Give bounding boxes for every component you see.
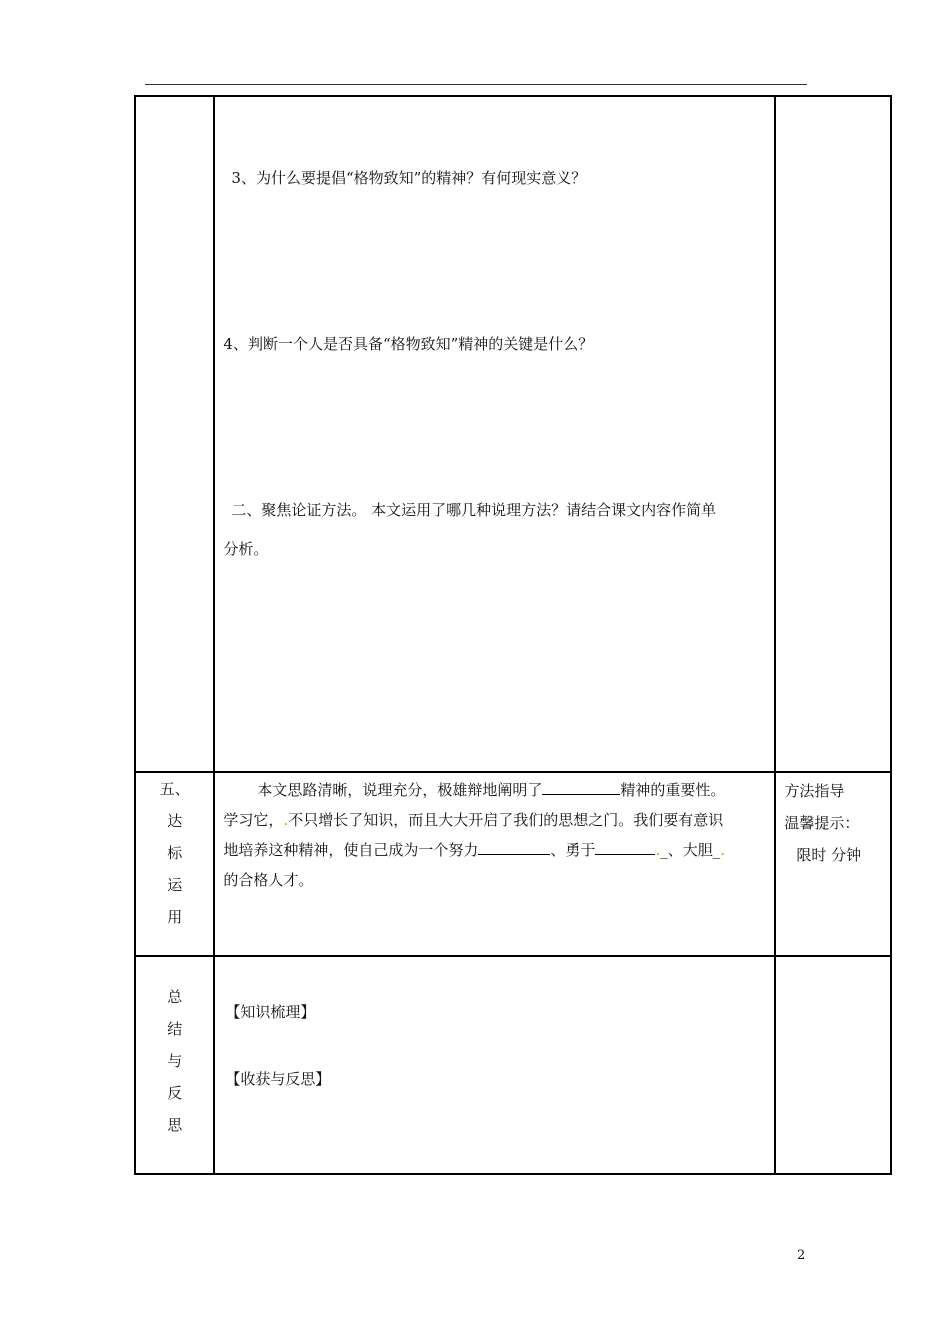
practice-text-f: 、勇于 (550, 841, 596, 859)
reflection-heading: 【收获与反思】 (225, 1070, 331, 1088)
practice-text-h: 的合格人才。 (223, 871, 314, 889)
practice-text-d: 不只增长了知识，而且大大开启了我们的思想之门。我们要有意识 (288, 811, 724, 829)
practice-label-char: 五、 (159, 780, 190, 798)
tip-subtitle: 温馨提示： (784, 814, 860, 832)
header-rule (145, 84, 807, 85)
practice-label-char: 用 (167, 908, 183, 926)
summary-label-char: 结 (167, 1020, 183, 1038)
summary-label-char: 反 (167, 1084, 183, 1102)
practice-text-a: 本文思路清晰，说理充分，极雄辩地阐明了 (257, 781, 543, 799)
dot-mark: . (720, 841, 726, 859)
practice-label-char: 达 (167, 812, 183, 830)
summary-label (135, 956, 214, 1174)
underscore-mark: _ (660, 841, 668, 859)
practice-label-char: 运 (167, 876, 183, 894)
tip-title: 方法指导 (784, 782, 845, 800)
questions-row-notes-cell (775, 96, 891, 772)
summary-notes-cell (775, 956, 891, 1174)
underscore-mark: _ (712, 841, 721, 859)
questions-row-label-cell (135, 96, 214, 772)
summary-label-char: 与 (167, 1052, 183, 1070)
question-method-line1: 二、聚焦论证方法。 本文运用了哪几种说理方法？请结合课文内容作简单 (231, 501, 717, 519)
practice-paragraph (223, 775, 771, 895)
practice-text-g: 、大胆 (667, 841, 713, 859)
summary-content-cell (214, 956, 775, 1174)
practice-label (135, 772, 214, 956)
practice-text-b: 精神的重要性。 (620, 781, 726, 799)
question-4: 4、判断一个人是否具备“格物致知”精神的关键是什么？ (223, 335, 594, 353)
dot-mark: . (655, 841, 661, 859)
questions-row (135, 96, 891, 772)
blank-spirit[interactable] (542, 778, 620, 795)
blank-brave[interactable] (595, 838, 655, 855)
lesson-table (134, 95, 892, 1175)
practice-tip-cell (775, 772, 891, 956)
knowledge-review-heading: 【知识梳理】 (225, 1003, 316, 1021)
question-3: 3、为什么要提倡“格物致知”的精神？有何现实意义？ (231, 169, 587, 187)
page-number: 2 (797, 1248, 806, 1263)
practice-text-c: 学习它， (223, 811, 284, 829)
blank-effort[interactable] (478, 838, 550, 855)
summary-label-char: 总 (167, 988, 183, 1006)
question-method-line2: 分析。 (223, 540, 269, 558)
tip-time: 限时 分钟 (796, 846, 862, 864)
dot-mark: . (283, 811, 289, 829)
practice-content-cell (214, 772, 775, 956)
questions-cell (214, 96, 775, 772)
practice-text-e: 地培养这种精神，使自己成为一个努力 (223, 841, 479, 859)
practice-row (135, 772, 891, 956)
summary-row (135, 956, 891, 1174)
practice-tip (776, 773, 890, 871)
practice-label-char: 标 (167, 844, 183, 862)
summary-label-char: 思 (167, 1116, 183, 1134)
